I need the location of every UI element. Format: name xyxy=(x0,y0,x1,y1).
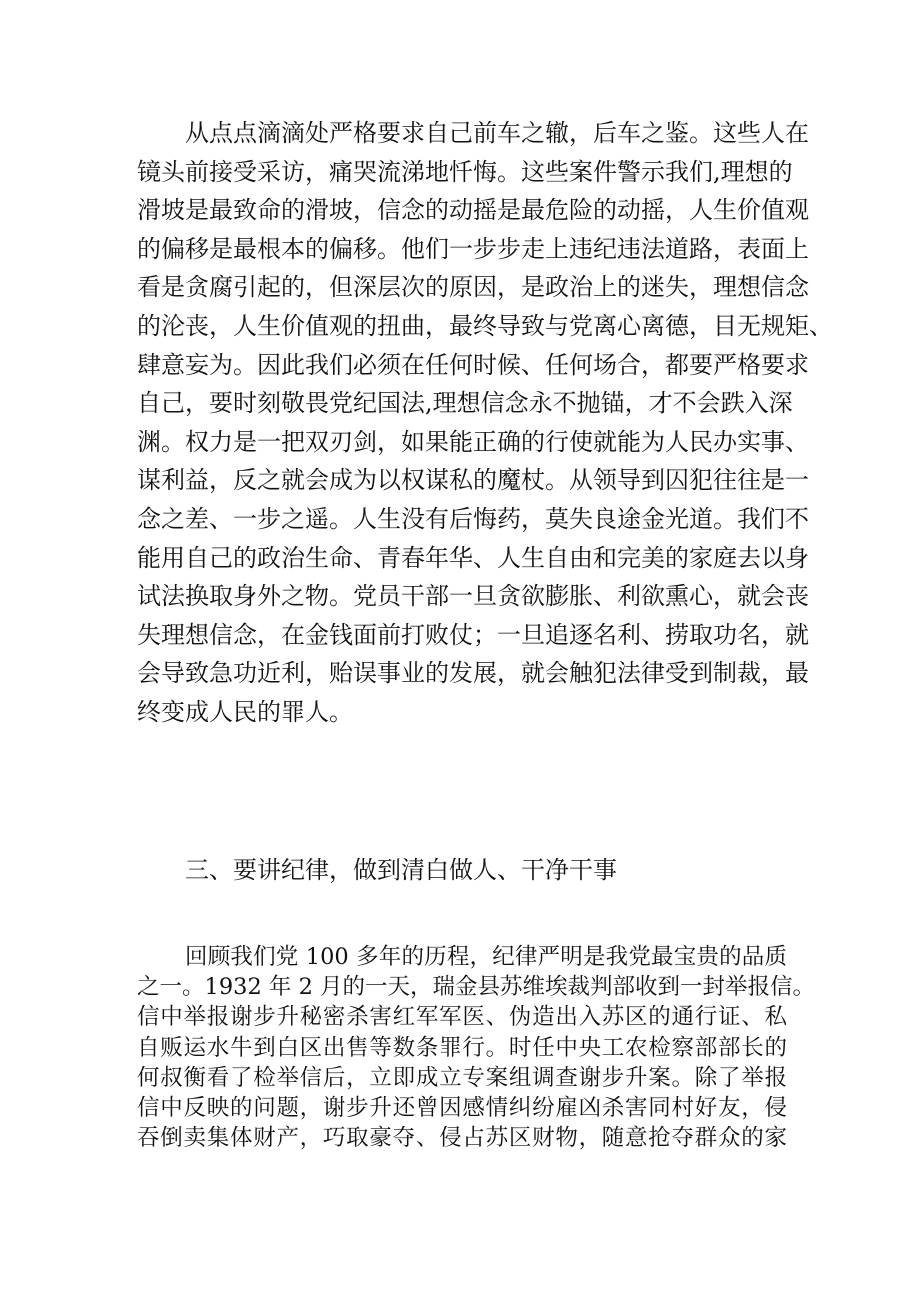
paragraph-line: 失理想信念，在金钱面前打败仗；一旦追逐名利、捞取功名，就 xyxy=(137,620,809,649)
paragraph-line: 试法换取身外之物。党员干部一旦贪欲膨胀、利欲熏心，就会丧 xyxy=(137,582,809,611)
paragraph-line: 看是贪腐引起的，但深层次的原因，是政治上的迷失，理想信念 xyxy=(137,273,809,302)
paragraph-line: 的沦丧，人生价值观的扭曲，最终导致与党离心离德，目无规矩、 xyxy=(137,311,833,340)
paragraph-line: 信中反映的问题，谢步升还曾因感情纠纷雇凶杀害同村好友，侵 xyxy=(137,1095,787,1122)
section-heading: 三、要讲纪律，做到清白做人、干净干事 xyxy=(185,856,617,884)
paragraph-line: 肆意妄为。因此我们必须在任何时候、任何场合，都要严格要求 xyxy=(137,350,809,379)
paragraph-line: 自己，要时刻敬畏党纪国法,理想信念永不抛锚，才不会跌入深 xyxy=(137,389,793,418)
paragraph-line: 镜头前接受采访，痛哭流涕地忏悔。这些案件警示我们,理想的 xyxy=(137,157,793,186)
paragraph-line: 终变成人民的罪人。 xyxy=(137,697,353,726)
paragraph-line: 吞倒卖集体财产，巧取豪夺、侵占苏区财物，随意抢夺群众的家 xyxy=(137,1125,787,1152)
paragraph-line: 信中举报谢步升秘密杀害红军军医、伪造出入苏区的通行证、私 xyxy=(137,1004,787,1031)
body-paragraph xyxy=(137,114,833,732)
paragraph-line: 自贩运水牛到白区出售等数条罪行。时任中央工农检察部部长的 xyxy=(137,1034,787,1061)
paragraph-line: 能用自己的政治生命、青春年华、人生自由和完美的家庭去以身 xyxy=(137,543,809,572)
paragraph-line: 何叔衡看了检举信后，立即成立专案组调查谢步升案。除了举报 xyxy=(137,1064,787,1091)
paragraph-line: 会导致急功近利，贻误事业的发展，就会触犯法律受到制裁，最 xyxy=(137,659,809,688)
paragraph-line: 的偏移是最根本的偏移。他们一步步走上违纪违法道路，表面上 xyxy=(137,234,809,263)
paragraph-line: 滑坡是最致命的滑坡，信念的动摇是最危险的动摇，人生价值观 xyxy=(137,196,809,225)
paragraph-line: 回顾我们党 100 多年的历程，纪律严明是我党最宝贵的品质 xyxy=(185,944,787,970)
paragraph-line: 之一。1932 年 2 月的一天，瑞金县苏维埃裁判部收到一封举报信。 xyxy=(137,974,816,1001)
paragraph-line: 谋利益，反之就会成为以权谋私的魔杖。从领导到囚犯往往是一 xyxy=(137,466,809,495)
body-paragraph xyxy=(137,942,816,1153)
paragraph-line: 念之差、一步之遥。人生没有后悔药，莫失良途金光道。我们不 xyxy=(137,504,809,533)
paragraph-line: 从点点滴滴处严格要求自己前车之辙，后车之鉴。这些人在 xyxy=(185,119,809,147)
paragraph-line: 渊。权力是一把双刃剑，如果能正确的行使就能为人民办实事、 xyxy=(137,427,809,456)
